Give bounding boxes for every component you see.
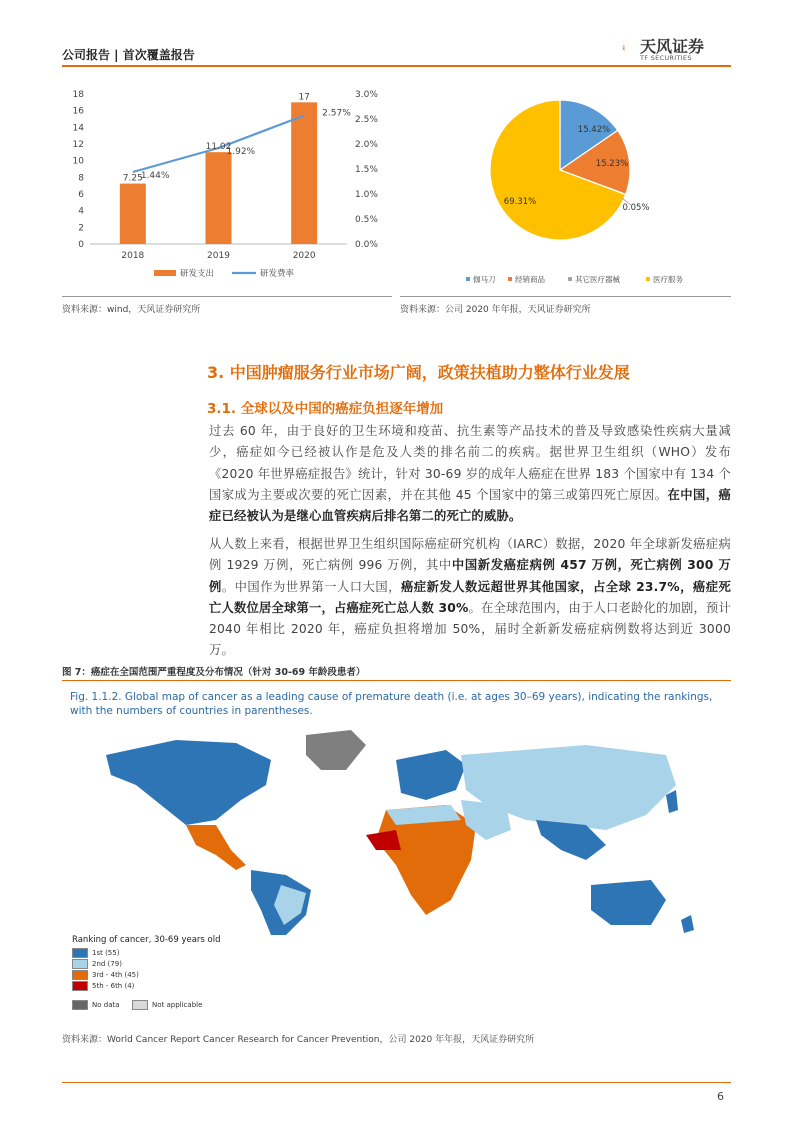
paragraph-2: 从人数上来看，根据世界卫生组织国际癌症研究机构（IARC）数据，2020 年全球新发癌症病例 1929 万例，死亡病例 996 万例，其中中国新发癌症病例 457 万例，死亡病例 300 万例。中国作为世界第一人口大国，癌症新发人数远超世界其他国家，占全球 23.7%，癌症死亡人数位居全球第一，占癌症死亡总人数 30%。在全球范围内，由于人口老龄化的加剧，预计 2040 年相比 2020 年，癌症负担将增加 50%，届时全新新发癌症病例数将达到近 3000 万。 xyxy=(209,537,732,658)
legend-line-label: 研发费率 xyxy=(260,269,295,279)
legend-label: 3rd - 4th (45) xyxy=(92,971,139,979)
y2-tick-label: 2.5% xyxy=(355,115,378,125)
y2-tick-label: 0.5% xyxy=(355,215,378,225)
y-tick-label: 10 xyxy=(72,156,84,167)
bar-2019 xyxy=(206,152,232,244)
logo-dots-icon xyxy=(622,45,625,50)
rd-expense-chart xyxy=(62,80,392,292)
pie-value-label: 69.31% xyxy=(503,197,537,207)
map-legend-item xyxy=(72,970,139,979)
pie-legend-swatch xyxy=(466,277,470,281)
world-cancer-map xyxy=(66,725,726,935)
y-tick-label: 8 xyxy=(78,173,84,184)
logo-name: 天风证券 xyxy=(640,37,705,56)
y2-tick-label: 0.0% xyxy=(355,240,378,250)
pie-legend-label: 伽马刀 xyxy=(473,275,496,284)
pie-legend-label: 其它医疗器械 xyxy=(575,275,620,284)
legend-swatch xyxy=(72,959,88,969)
y2-tick-label: 2.0% xyxy=(355,140,378,150)
section-heading: 3. 中国肿瘤服务行业市场广阔，政策扶植助力整体行业发展 xyxy=(207,363,630,382)
central-america-shape xyxy=(186,825,246,870)
y2-tick-label: 1.0% xyxy=(355,190,378,200)
legend-swatch xyxy=(72,970,88,980)
map-legend-item xyxy=(72,959,122,968)
figure-7-source: 资料来源：World Cancer Report Cancer Research for Cancer Prevention，公司 2020 年年报，天风证券研究所 xyxy=(62,1035,535,1045)
europe-shape xyxy=(396,750,466,800)
y-tick-label: 2 xyxy=(78,223,84,234)
legend-swatch xyxy=(72,948,88,958)
pie-value-label: 15.42% xyxy=(577,125,611,135)
x-tick-label: 2019 xyxy=(207,251,230,261)
new-zealand-shape xyxy=(681,915,694,933)
japan-shape xyxy=(666,790,678,813)
y-tick-label: 18 xyxy=(72,90,84,100)
legend-nodata: No data xyxy=(72,1000,120,1009)
bar-value-label: 17 xyxy=(298,92,310,103)
map-legend-title: Ranking of cancer, 30-69 years old xyxy=(72,935,221,945)
greenland-shape xyxy=(306,730,366,770)
chart2-source: 资料来源：公司 2020 年年报，天风证券研究所 xyxy=(400,305,591,315)
logo-english: TF SECURITIES xyxy=(640,54,692,62)
y-tick-label: 0 xyxy=(78,240,84,250)
pie-legend-label: 经销商品 xyxy=(515,275,545,284)
revenue-mix-pie xyxy=(400,80,731,292)
north-america-shape xyxy=(106,740,271,825)
paragraph-1: 过去 60 年，由于良好的卫生环境和疫苗、抗生素等产品技术的普及导致感染性疾病大量减少，癌症如今已经被认作是危及人类的排名前二的疾病。据世界卫生组织（WHO）发布《2020 年世界癌症报告》统计，针对 30-69 岁的成年人癌症在世界 183 个国家中有 134 个国家成为主要或次要的死亡因素，并在其他 45 个国家中的第三或第四死亡原因。在中国，癌症已经被认为是继心血管疾病后排名第二的死亡的威胁。 xyxy=(209,424,731,524)
legend-bar-swatch xyxy=(154,270,176,276)
legend-label: 1st (55) xyxy=(92,949,120,957)
rate-label: 1.92% xyxy=(226,147,256,157)
chart1-rule xyxy=(62,296,392,297)
bar-2018 xyxy=(120,184,146,244)
pie-legend-swatch xyxy=(508,277,512,281)
rate-label: 2.57% xyxy=(322,108,351,119)
bar-value-label: 7.25 xyxy=(122,173,143,184)
y2-tick-label: 3.0% xyxy=(355,90,378,100)
map-legend-item xyxy=(72,981,134,990)
footer-rule xyxy=(62,1082,731,1083)
bar-value-label: 11.02 xyxy=(205,142,232,153)
pie-value-label: 15.23% xyxy=(595,159,629,169)
map-legend-item xyxy=(72,948,119,957)
figure-7-rule xyxy=(62,680,731,681)
x-tick-label: 2020 xyxy=(292,251,316,261)
report-type-title: 公司报告 | 首次覆盖报告 xyxy=(62,48,195,62)
west-africa-red xyxy=(366,830,401,850)
page-number: 6 xyxy=(717,1090,724,1103)
rate-label: 1.44% xyxy=(140,171,170,181)
figure-7-caption: 图 7：癌症在全国范围严重程度及分布情况（针对 30-69 年龄段患者） xyxy=(62,667,366,678)
y-tick-label: 12 xyxy=(72,140,84,150)
y-tick-label: 4 xyxy=(78,206,84,217)
subsection-heading: 3.1. 全球以及中国的癌症负担逐年增加 xyxy=(207,401,444,417)
legend-na: Not applicable xyxy=(132,1000,202,1009)
australia-shape xyxy=(591,880,666,925)
map-title: Fig. 1.1.2. Global map of cancer as a leading cause of premature death (i.e. at ages 30–69 years), indicating the rankings, with the numbers of countries in parentheses. xyxy=(70,691,713,717)
y-tick-label: 16 xyxy=(72,106,84,117)
tf-securities-logo xyxy=(622,30,642,66)
pie-legend-label: 医疗服务 xyxy=(653,275,683,284)
bar-2020 xyxy=(291,102,317,244)
legend-swatch xyxy=(72,981,88,991)
y-tick-label: 14 xyxy=(72,123,84,134)
legend-label: 2nd (79) xyxy=(92,960,122,968)
para1-bold: 在中国，癌症已经被认为是继心血管疾病后排名第二的死亡的威胁。 xyxy=(209,487,731,524)
pie-value-label: 0.05% xyxy=(622,203,650,213)
y2-tick-label: 1.5% xyxy=(355,165,378,175)
chart1-source: 资料来源：wind，天风证券研究所 xyxy=(62,305,201,315)
chart2-rule xyxy=(400,296,731,297)
pie-legend-swatch xyxy=(646,277,650,281)
pie-legend-swatch xyxy=(568,277,572,281)
legend-label: 5th - 6th (4) xyxy=(92,982,135,990)
legend-bar-label: 研发支出 xyxy=(180,269,215,279)
y-tick-label: 6 xyxy=(78,190,84,200)
x-tick-label: 2018 xyxy=(121,251,145,261)
